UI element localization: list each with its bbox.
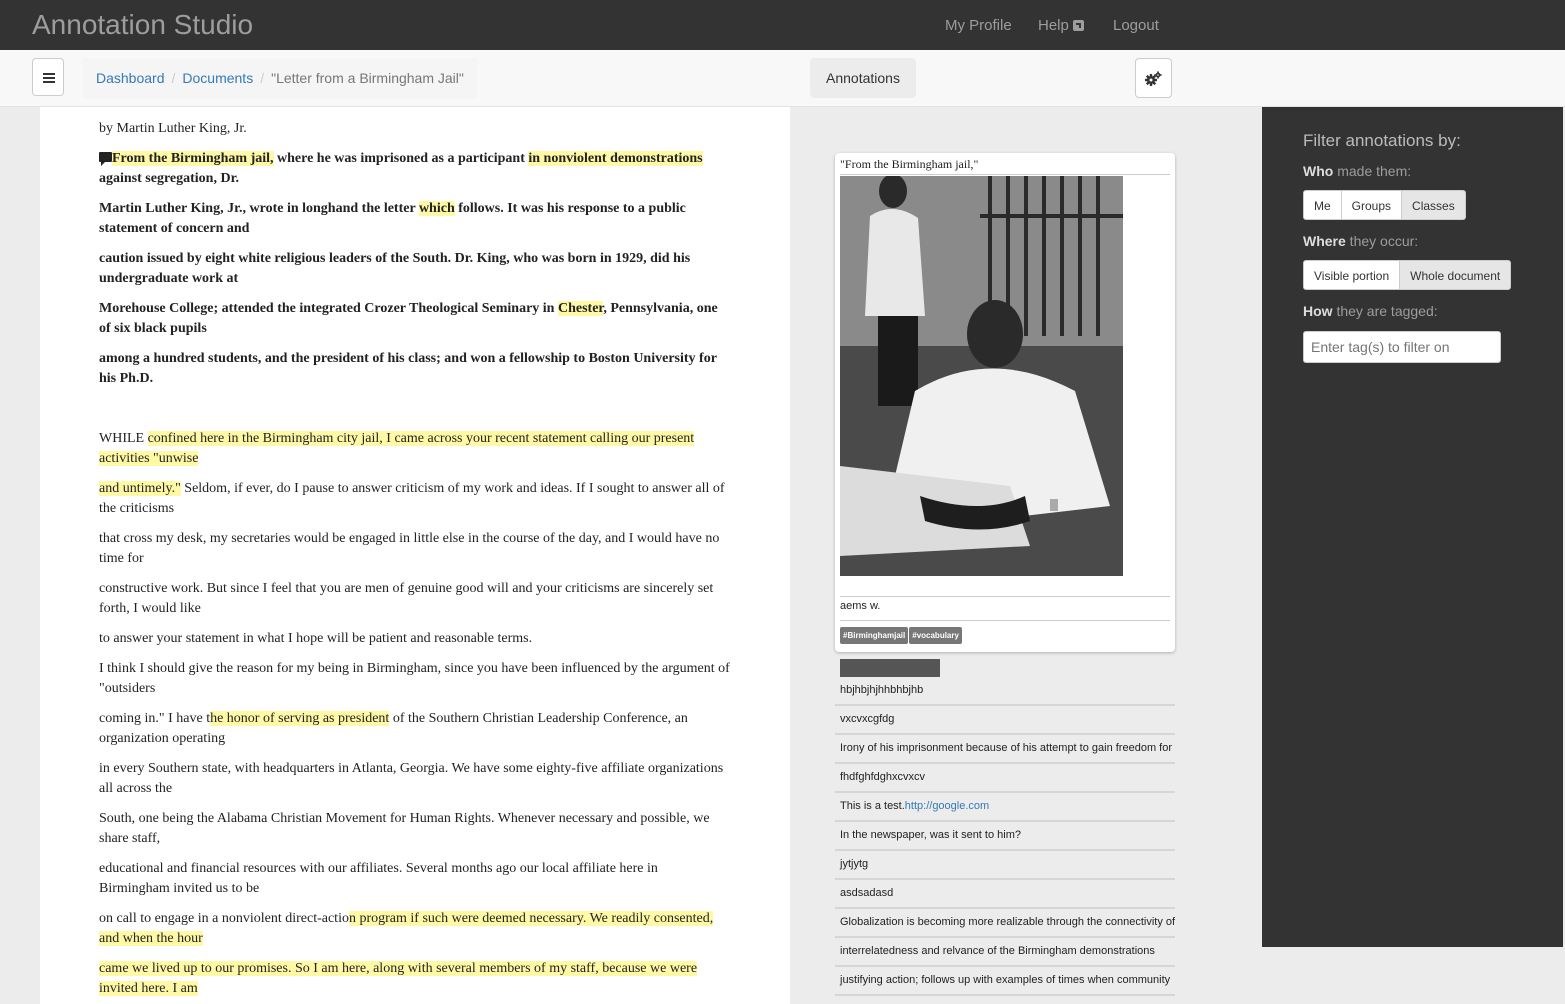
text-segment: educational and financial resources with our affiliates. Several months ago our local affiliate here in Birmingham invited us to be: [99, 861, 658, 896]
breadcrumb-documents[interactable]: Documents: [182, 70, 254, 86]
annotation-summary: Globalization is becoming more realizable through the connectivity of: [840, 916, 1175, 928]
document-paragraph: [99, 909, 731, 949]
document-paragraph: [99, 809, 731, 849]
annotation-link[interactable]: http://google.com: [904, 800, 990, 812]
text-segment: by Martin Luther King, Jr.: [99, 121, 247, 136]
breadcrumb-separator: /: [171, 70, 176, 86]
filter-who-bold: Who: [1303, 163, 1334, 179]
breadcrumb-separator: /: [260, 70, 265, 86]
annotations-tab[interactable]: Annotations: [810, 58, 916, 98]
annotation-summary: fhdfghfdghxcvxcv: [840, 771, 925, 783]
nav-help[interactable]: [1038, 17, 1084, 34]
annotation-summary: justifying action; follows up with examples of times when community: [840, 974, 1171, 986]
text-segment: follows. It was his response to a public statement of concern and: [99, 201, 686, 236]
top-navbar: [0, 0, 1565, 50]
external-link-icon: [1073, 20, 1084, 31]
annotation-summary: Irony of his imprisonment because of his attempt to gain freedom for: [840, 742, 1172, 754]
text-segment: where he was imprisoned as a participant: [273, 151, 529, 166]
highlighted-text[interactable]: n program if such were deemed necessary. We readily consented, and when the hour: [99, 911, 714, 946]
annotation-text: aems w.: [840, 596, 1170, 621]
filter-groups-button[interactable]: Groups: [1341, 190, 1402, 220]
document-paragraph: [99, 199, 731, 239]
annotation-list-item[interactable]: [835, 909, 1175, 938]
document-paragraph: [99, 479, 731, 519]
document-view[interactable]: [40, 107, 790, 1004]
tag-filter-input[interactable]: [1303, 331, 1501, 363]
nav-help-label: Help: [1038, 17, 1069, 34]
filter-who-rest: made them:: [1333, 163, 1412, 179]
text-segment: of the Southern Christian Leadership Conference, an organization operating: [99, 711, 688, 746]
annotation-list-item[interactable]: [835, 851, 1175, 880]
filter-how-rest: they are tagged:: [1332, 303, 1438, 319]
annotation-photo: [840, 176, 1123, 576]
annotation-list-item[interactable]: [835, 706, 1175, 735]
filter-who-label: [1303, 163, 1411, 179]
text-segment: to answer your statement in what I hope will be patient and reasonable terms.: [99, 631, 533, 646]
annotation-thumbnail: [840, 659, 940, 677]
breadcrumb-dashboard[interactable]: Dashboard: [96, 70, 165, 86]
document-paragraph: [99, 299, 731, 339]
annotation-list-item[interactable]: [835, 735, 1175, 764]
gear-icon: [1136, 59, 1171, 97]
annotation-summary: hbjhbjhjhhbhbjhb: [840, 684, 924, 696]
highlighted-text[interactable]: and untimely.": [99, 481, 181, 496]
document-paragraph: [99, 529, 731, 569]
document-paragraph: [99, 149, 731, 189]
highlighted-text[interactable]: came we lived up to our promises. So I am here, along with several members of my staff, because we were invited here. I am: [99, 961, 698, 996]
sidebar-toggle-button[interactable]: [32, 58, 64, 96]
filter-title: Filter annotations by:: [1303, 131, 1461, 150]
nav-my-profile[interactable]: My Profile: [945, 17, 1012, 34]
highlighted-text[interactable]: in nonviolent demonstrations: [528, 151, 703, 166]
text-segment: caution issued by eight white religious leaders of the South. Dr. King, who was born in 1929, did his undergraduate work at: [99, 251, 691, 286]
filter-visible-portion-button[interactable]: Visible portion: [1303, 260, 1400, 290]
tag-badge[interactable]: #Birminghamjail: [840, 627, 908, 644]
annotations-panel: [835, 153, 1175, 996]
document-paragraph: [99, 579, 731, 619]
document-paragraph: [99, 859, 731, 899]
text-segment: coming in." I have t: [99, 711, 211, 726]
annotation-list: [835, 677, 1175, 996]
text-segment: against segregation, Dr.: [99, 171, 239, 186]
filter-panel: [1262, 107, 1563, 947]
filter-where-label: [1303, 233, 1418, 249]
annotation-summary: jytjytg: [840, 858, 869, 870]
highlighted-text[interactable]: he honor of serving as president: [210, 711, 390, 726]
highlighted-text[interactable]: Chester: [557, 301, 604, 316]
document-paragraph: [99, 349, 731, 389]
text-segment: Seldom, if ever, do I pause to answer criticism of my work and ideas. If I sought to answer all of the criticisms: [99, 481, 725, 516]
highlighted-text[interactable]: confined here in the Birmingham city jail, I came across your recent statement calling our present activities "unwise: [99, 431, 695, 466]
annotation-list-item[interactable]: [835, 677, 1175, 706]
filter-how-label: [1303, 303, 1438, 319]
image-annotation-item[interactable]: [835, 659, 1175, 677]
text-segment: on call to engage in a nonviolent direct-actio: [99, 911, 349, 926]
annotation-tags: [840, 625, 1170, 644]
text-segment: South, one being the Alabama Christian Movement for Human Rights. Whenever necessary and possible, we share staff,: [99, 811, 710, 846]
filter-where-rest: they occur:: [1345, 233, 1419, 249]
text-segment: Martin Luther King, Jr., wrote in longhand the letter: [99, 201, 419, 216]
document-toolbar: [0, 50, 1565, 107]
app-brand[interactable]: Annotation Studio: [32, 9, 254, 40]
annotation-summary: vxcvxcgfdg: [840, 713, 895, 725]
annotation-list-item[interactable]: [835, 793, 1175, 822]
filter-me-button[interactable]: Me: [1303, 190, 1342, 220]
filter-whole-document-button[interactable]: Whole document: [1399, 260, 1511, 290]
document-paragraph: [99, 629, 731, 649]
filter-classes-button[interactable]: Classes: [1401, 190, 1466, 220]
annotation-summary: interrelatedness and relvance of the Birmingham demonstrations: [840, 945, 1155, 957]
breadcrumb-current: "Letter from a Birmingham Jail": [271, 70, 464, 86]
annotation-summary: In the newspaper, was it sent to him?: [840, 829, 1021, 841]
text-segment: Morehouse College; attended the integrated Crozer Theological Seminary in: [99, 301, 558, 316]
highlighted-text[interactable]: which: [418, 201, 455, 216]
document-text: [99, 119, 731, 1004]
filter-how-bold: How: [1303, 303, 1333, 319]
text-segment: WHILE: [99, 431, 148, 446]
text-segment: among a hundred students, and the president of his class; and won a fellowship to Boston University for his Ph.D.: [99, 351, 717, 386]
document-paragraph: [99, 959, 731, 999]
tag-badge[interactable]: #vocabulary: [909, 627, 962, 644]
document-paragraph: [99, 659, 731, 699]
annotation-list-item[interactable]: [835, 967, 1175, 996]
annotation-list-item[interactable]: [835, 938, 1175, 967]
annotation-list-item[interactable]: [835, 764, 1175, 793]
filter-where-group: [1303, 260, 1511, 290]
text-segment: in every Southern state, with headquarters in Atlanta, Georgia. We have some eighty-five affiliate organizations all across the: [99, 761, 724, 796]
filter-who-group: [1303, 190, 1466, 220]
text-segment: constructive work. But since I feel that you are men of genuine good will and your criticisms are sincerely set forth, I would like: [99, 581, 714, 616]
annotation-list-item[interactable]: [835, 822, 1175, 851]
document-paragraph: [99, 759, 731, 799]
text-segment: , Pennsylvania, one of six black pupils: [99, 301, 718, 336]
annotation-list-item[interactable]: [835, 880, 1175, 909]
highlighted-text[interactable]: From the Birmingham jail,: [112, 151, 274, 166]
document-paragraph: [99, 429, 731, 469]
nav-logout[interactable]: Logout: [1113, 17, 1159, 34]
breadcrumb: [82, 58, 478, 98]
document-paragraph: [99, 119, 731, 139]
document-paragraph: [99, 249, 731, 289]
settings-button[interactable]: [1135, 58, 1172, 98]
annotation-card[interactable]: [835, 153, 1175, 652]
text-segment: that cross my desk, my secretaries would be engaged in little else in the course of the day, and I would have no time for: [99, 531, 720, 566]
filter-where-bold: Where: [1303, 233, 1346, 249]
text-segment: I think I should give the reason for my being in Birmingham, since you have been influenced by the argument of "outsiders: [99, 661, 730, 696]
annotation-quote: "From the Birmingham jail,": [840, 157, 1170, 175]
document-paragraph: [99, 709, 731, 749]
annotation-summary: This is a test.: [840, 800, 905, 812]
comment-icon[interactable]: [99, 152, 112, 162]
annotation-summary: asdsadasd: [840, 887, 894, 899]
